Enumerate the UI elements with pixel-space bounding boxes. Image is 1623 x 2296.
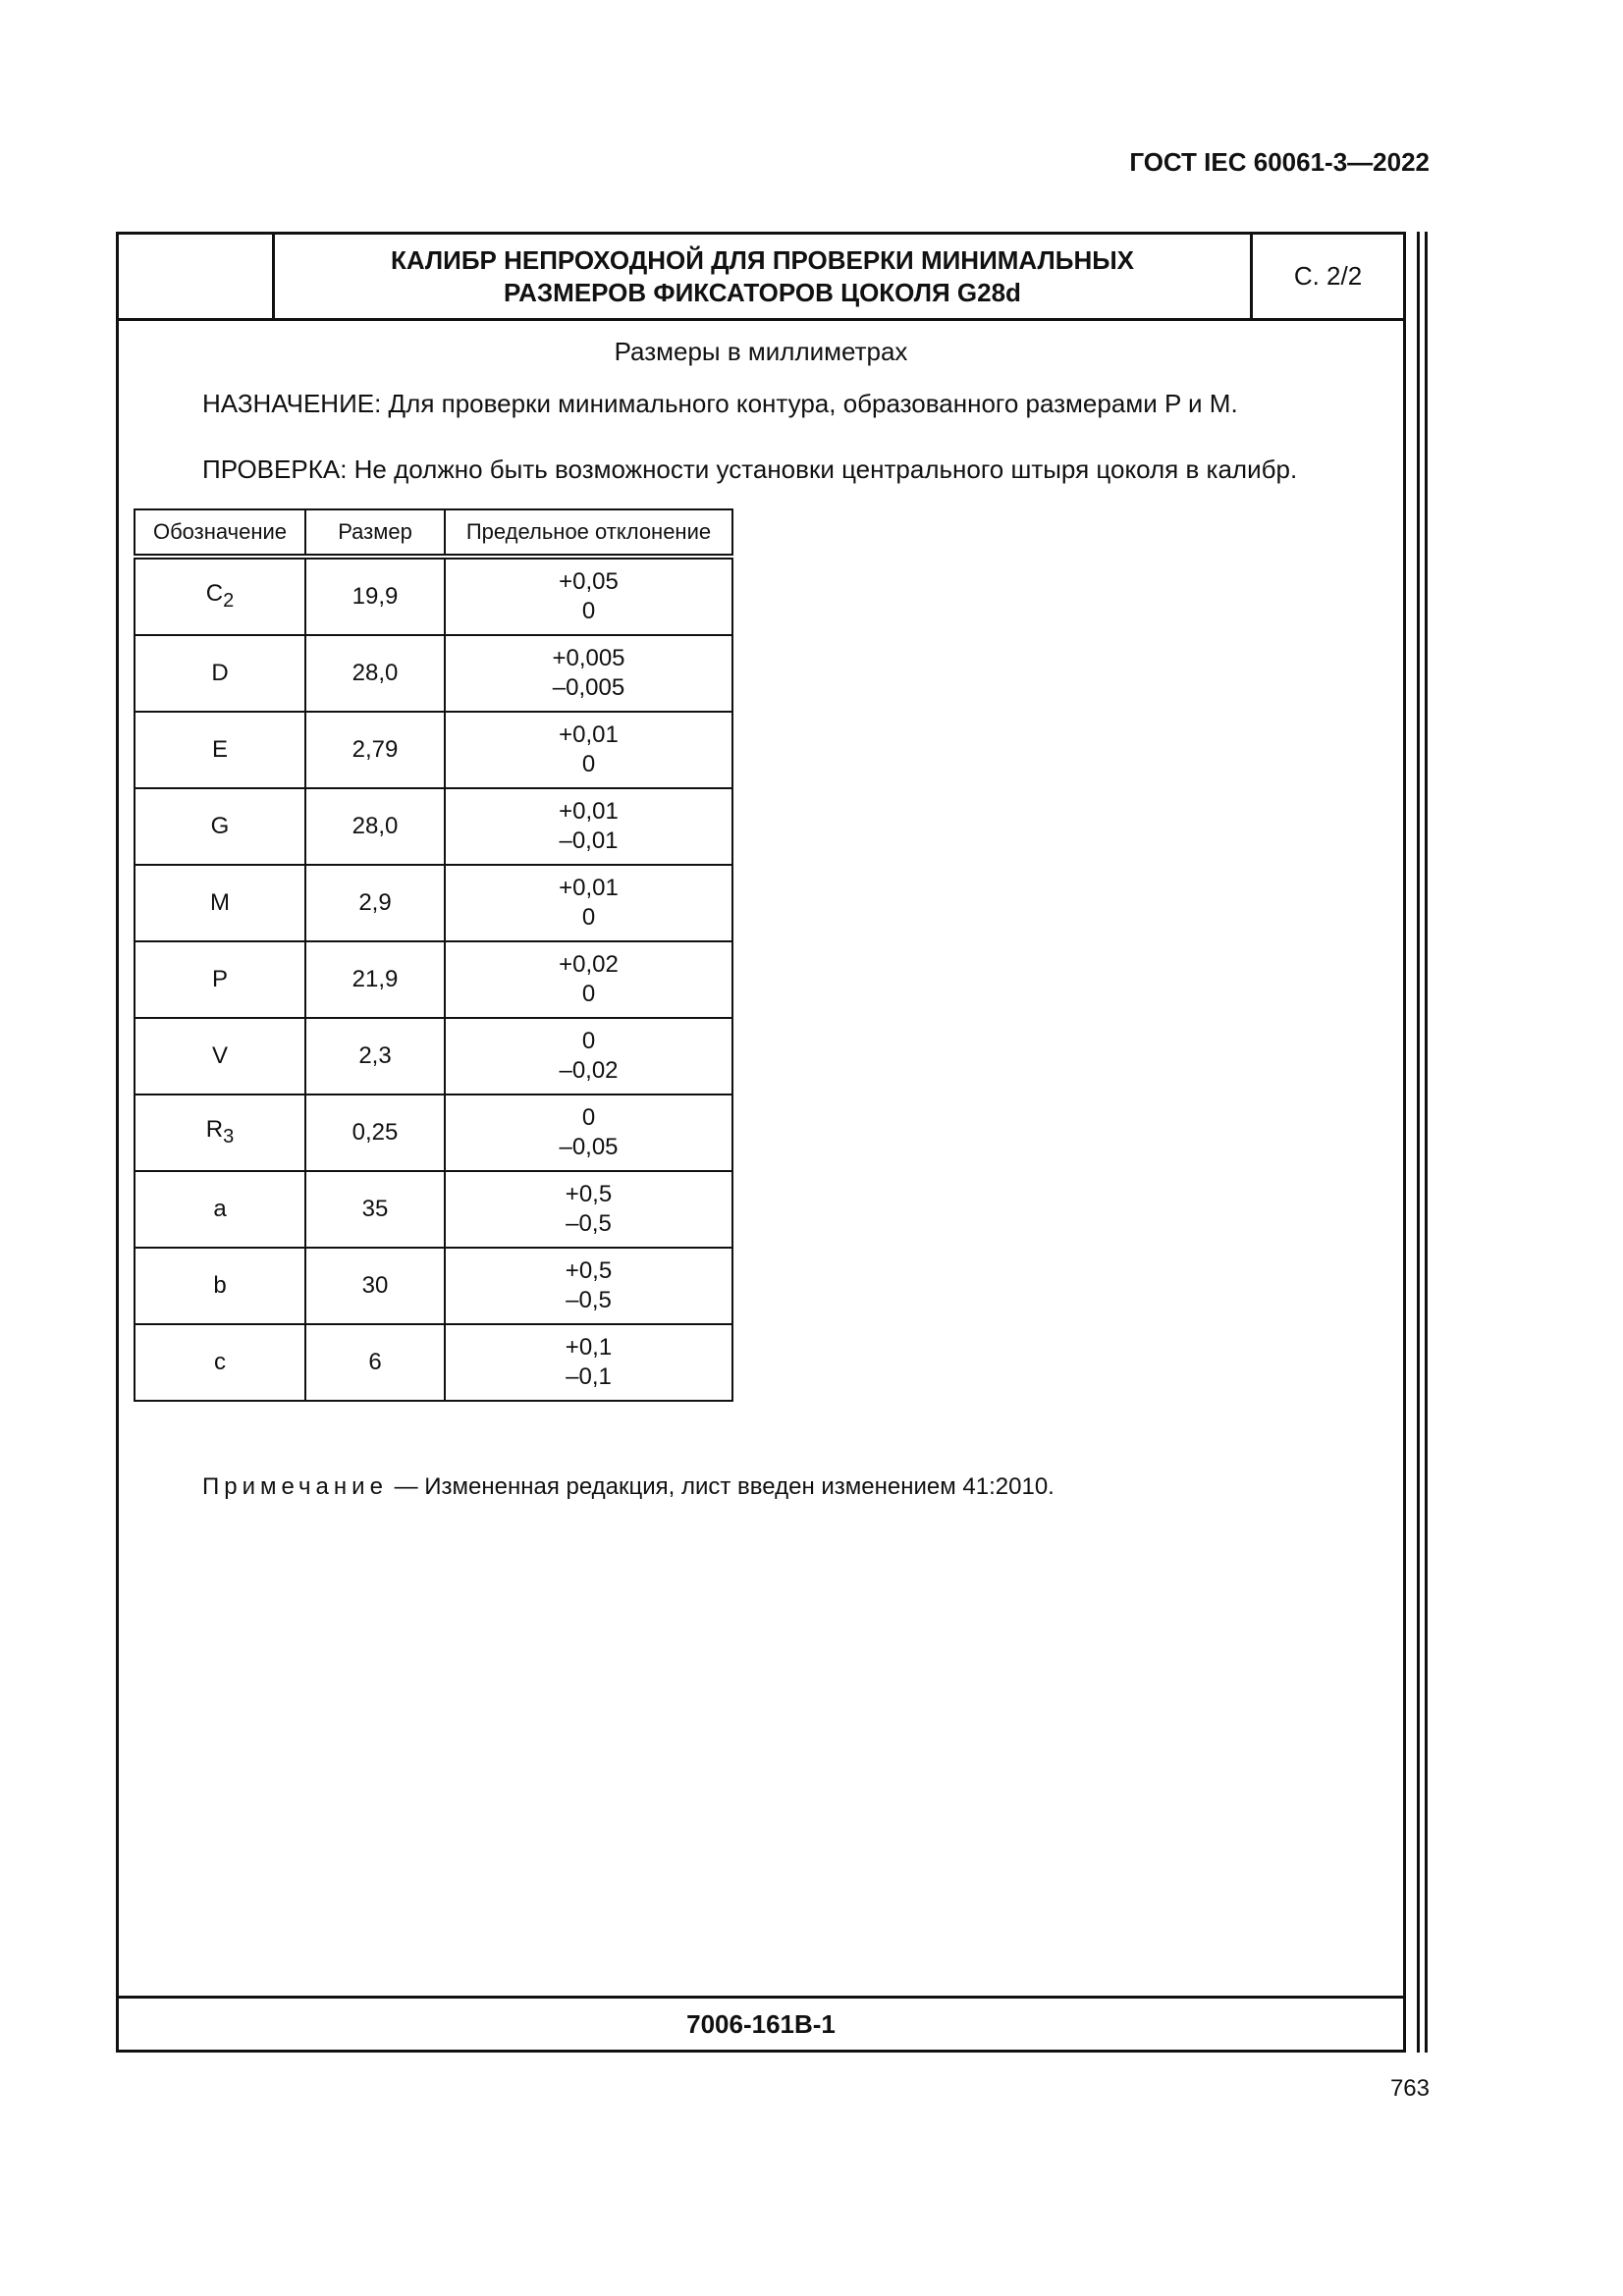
- tolerance-lower: –0,5: [566, 1287, 612, 1313]
- cell-tolerance: [445, 1095, 732, 1171]
- table-header-row: [135, 509, 732, 557]
- designation-subscript: 2: [223, 589, 235, 612]
- cell-designation: [135, 712, 305, 788]
- dimensions-table: [134, 508, 733, 1402]
- cell-tolerance: [445, 712, 732, 788]
- sheet-header: [119, 235, 1403, 321]
- cell-tolerance: [445, 1171, 732, 1248]
- page-number: 763: [1389, 2075, 1430, 2102]
- check-text: ПРОВЕРКА: Не должно быть возможности установки центрального штыря цоколя в калибр.: [202, 454, 1298, 484]
- tolerance-lower: 0: [581, 751, 596, 777]
- tolerance-upper: 0: [581, 1028, 596, 1054]
- cell-designation: [135, 635, 305, 712]
- header-blank-cell: [119, 235, 275, 318]
- tolerance-lower: –0,1: [566, 1363, 612, 1390]
- note: [202, 1473, 1055, 1501]
- tolerance-upper: +0,5: [565, 1257, 613, 1284]
- designation-symbol: b: [213, 1272, 227, 1299]
- sheet-page-ref: С. 2/2: [1293, 261, 1363, 291]
- table-row: [135, 1171, 732, 1248]
- cell-tolerance: [445, 1324, 732, 1401]
- cell-size: 2,79: [305, 712, 445, 788]
- cell-size: 2,9: [305, 865, 445, 941]
- tolerance-lower: –0,05: [559, 1134, 619, 1160]
- frame-edge-line: [1425, 232, 1428, 2053]
- cell-designation: [135, 865, 305, 941]
- tolerance-upper: +0,01: [559, 798, 619, 825]
- sheet-footer-code: 7006-161B-1: [119, 1996, 1403, 2050]
- tolerance-lower: –0,005: [552, 674, 625, 701]
- tolerance-lower: –0,02: [559, 1057, 619, 1084]
- designation-symbol: a: [213, 1196, 227, 1222]
- cell-designation: [135, 1248, 305, 1324]
- tolerance-upper: +0,01: [559, 721, 619, 748]
- cell-size: 28,0: [305, 635, 445, 712]
- header-tolerance: Предельное отклонение: [445, 509, 732, 557]
- cell-tolerance: [445, 788, 732, 865]
- cell-tolerance: [445, 635, 732, 712]
- table-row: [135, 1248, 732, 1324]
- title-line-1: КАЛИБР НЕПРОХОДНОЙ ДЛЯ ПРОВЕРКИ МИНИМАЛЬНЫХ: [390, 244, 1135, 275]
- sheet-title: [275, 235, 1253, 318]
- tolerance-upper: 0: [581, 1104, 596, 1131]
- designation-symbol: C: [205, 579, 224, 607]
- designation-symbol: R: [205, 1115, 224, 1143]
- cell-designation: [135, 941, 305, 1018]
- table-row: [135, 557, 732, 635]
- cell-tolerance: [445, 1248, 732, 1324]
- cell-size: 6: [305, 1324, 445, 1401]
- tolerance-lower: 0: [581, 598, 596, 624]
- standard-code: ГОСТ IEC 60061-3—2022: [1129, 147, 1430, 177]
- cell-tolerance: [445, 557, 732, 635]
- table-row: [135, 941, 732, 1018]
- tolerance-upper: +0,01: [559, 875, 619, 901]
- table-row: [135, 712, 732, 788]
- tolerance-upper: +0,005: [552, 645, 625, 671]
- cell-designation: [135, 788, 305, 865]
- tolerance-upper: +0,02: [559, 951, 619, 978]
- cell-tolerance: [445, 1018, 732, 1095]
- designation-symbol: D: [211, 660, 229, 686]
- table-row: [135, 635, 732, 712]
- note-text: — Измененная редакция, лист введен изменением 41:2010.: [387, 1473, 1055, 1500]
- sheet-frame: [116, 232, 1406, 2053]
- units-note: Размеры в миллиметрах: [614, 337, 908, 366]
- tolerance-upper: +0,05: [559, 568, 619, 595]
- designation-symbol: c: [214, 1349, 226, 1375]
- table-body: [135, 557, 732, 1401]
- cell-size: 28,0: [305, 788, 445, 865]
- title-line-2: РАЗМЕРОВ ФИКСАТОРОВ ЦОКОЛЯ G28d: [504, 277, 1021, 307]
- designation-subscript: 3: [223, 1125, 235, 1148]
- tolerance-lower: –0,5: [566, 1210, 612, 1237]
- designation-symbol: V: [211, 1042, 228, 1069]
- cell-designation: [135, 1018, 305, 1095]
- tolerance-lower: 0: [581, 981, 596, 1007]
- cell-size: 2,3: [305, 1018, 445, 1095]
- table-row: [135, 1018, 732, 1095]
- cell-tolerance: [445, 941, 732, 1018]
- designation-symbol: G: [210, 813, 230, 839]
- header-designation: Обозначение: [135, 509, 305, 557]
- cell-designation: [135, 1171, 305, 1248]
- table-row: [135, 1095, 732, 1171]
- cell-designation: [135, 1324, 305, 1401]
- cell-size: 21,9: [305, 941, 445, 1018]
- designation-symbol: E: [211, 736, 228, 763]
- header-size: Размер: [305, 509, 445, 557]
- cell-designation: [135, 1095, 305, 1171]
- note-label: Примечание: [202, 1473, 388, 1500]
- cell-size: 30: [305, 1248, 445, 1324]
- table-row: [135, 788, 732, 865]
- table-row: [135, 1324, 732, 1401]
- tolerance-lower: –0,01: [559, 828, 619, 854]
- tolerance-upper: +0,5: [565, 1181, 613, 1207]
- tolerance-lower: 0: [581, 904, 596, 931]
- cell-size: 0,25: [305, 1095, 445, 1171]
- cell-designation: [135, 557, 305, 635]
- cell-tolerance: [445, 865, 732, 941]
- table-row: [135, 865, 732, 941]
- designation-symbol: M: [210, 889, 230, 916]
- tolerance-upper: +0,1: [565, 1334, 613, 1361]
- designation-symbol: P: [211, 966, 228, 992]
- frame-edge-line: [1417, 232, 1420, 2053]
- cell-size: 19,9: [305, 557, 445, 635]
- purpose-text: НАЗНАЧЕНИЕ: Для проверки минимального контура, образованного размерами P и M.: [202, 389, 1238, 418]
- cell-size: 35: [305, 1171, 445, 1248]
